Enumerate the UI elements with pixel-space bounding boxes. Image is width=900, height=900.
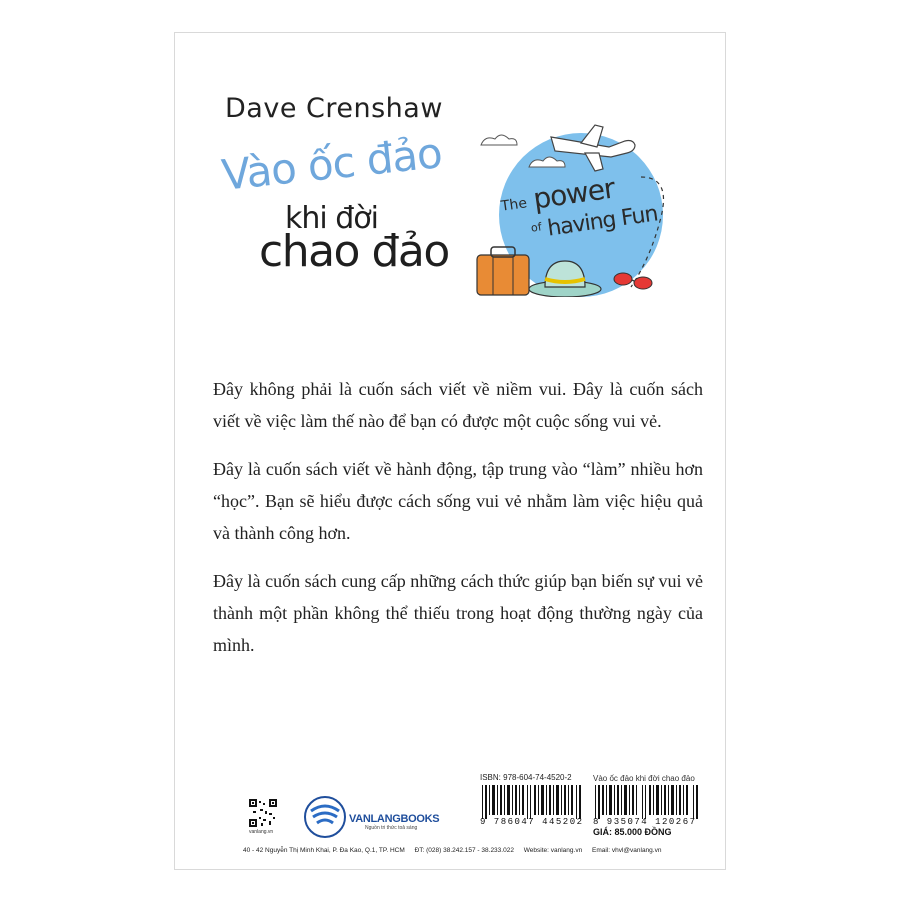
author-name: Dave Crenshaw — [225, 93, 443, 124]
isbn-label: ISBN: 978-604-74-4520-2 — [480, 773, 572, 782]
book-back-cover — [174, 32, 726, 870]
description-paragraph-2: Đây là cuốn sách viết về hành động, tập trung vào “làm” nhiều hơn “học”. Bạn sẽ hiểu được cách sống vui vẻ nhằm làm việc hiệu quả và thành công hơn. — [213, 459, 703, 543]
publisher-footer — [243, 847, 683, 854]
qr-label: vanlang.vn — [249, 829, 274, 835]
qr-code-icon — [249, 799, 277, 827]
description-paragraph-3: Đây là cuốn sách cung cấp những cách thức giúp bạn biến sự vui vẻ thành một phần không thể thiếu trong hoạt động thường ngày của mình. — [213, 571, 703, 655]
footer-website: Website: vanlang.vn — [523, 847, 583, 854]
art-text-having-fun: having Fun — [545, 201, 659, 242]
description-paragraph-1: Đây không phải là cuốn sách viết về niềm vui. Đây là cuốn sách viết về việc làm thế nào để bạn có được một cuộc sống vui vẻ. — [213, 379, 703, 431]
price-label: GIÁ: 85.000 ĐỒNG — [593, 827, 672, 837]
product-barcode-digits: 8 935074 120267 — [593, 817, 697, 827]
art-text-of: of — [530, 220, 543, 235]
isbn-barcode-digits: 9 786047 445202 — [480, 817, 584, 827]
footer-phone: ĐT: (028) 38.242.157 - 38.233.022 — [414, 847, 514, 854]
brand-name: VANLANGBOOKS — [349, 813, 440, 825]
vanlang-logo-icon — [303, 795, 347, 839]
small-book-title: Vào ốc đảo khi đời chao đảo — [593, 774, 695, 783]
title-line-2: khi đời — [285, 201, 378, 236]
title-line-1: Vào ốc đảo — [219, 128, 444, 200]
travel-illustration — [473, 117, 685, 297]
title-line-3: chao đảo — [259, 226, 449, 277]
footer-address: 40 - 42 Nguyễn Thị Minh Khai, P. Đa Kao, Q.1, TP. HCM — [243, 847, 405, 854]
footer-email: Email: vhvl@vanlang.vn — [592, 847, 662, 854]
art-text-the: The — [500, 195, 529, 215]
art-text-power: power — [531, 171, 617, 216]
description — [213, 373, 703, 677]
brand-tagline: Nguồn tri thức toả sáng — [365, 825, 418, 831]
